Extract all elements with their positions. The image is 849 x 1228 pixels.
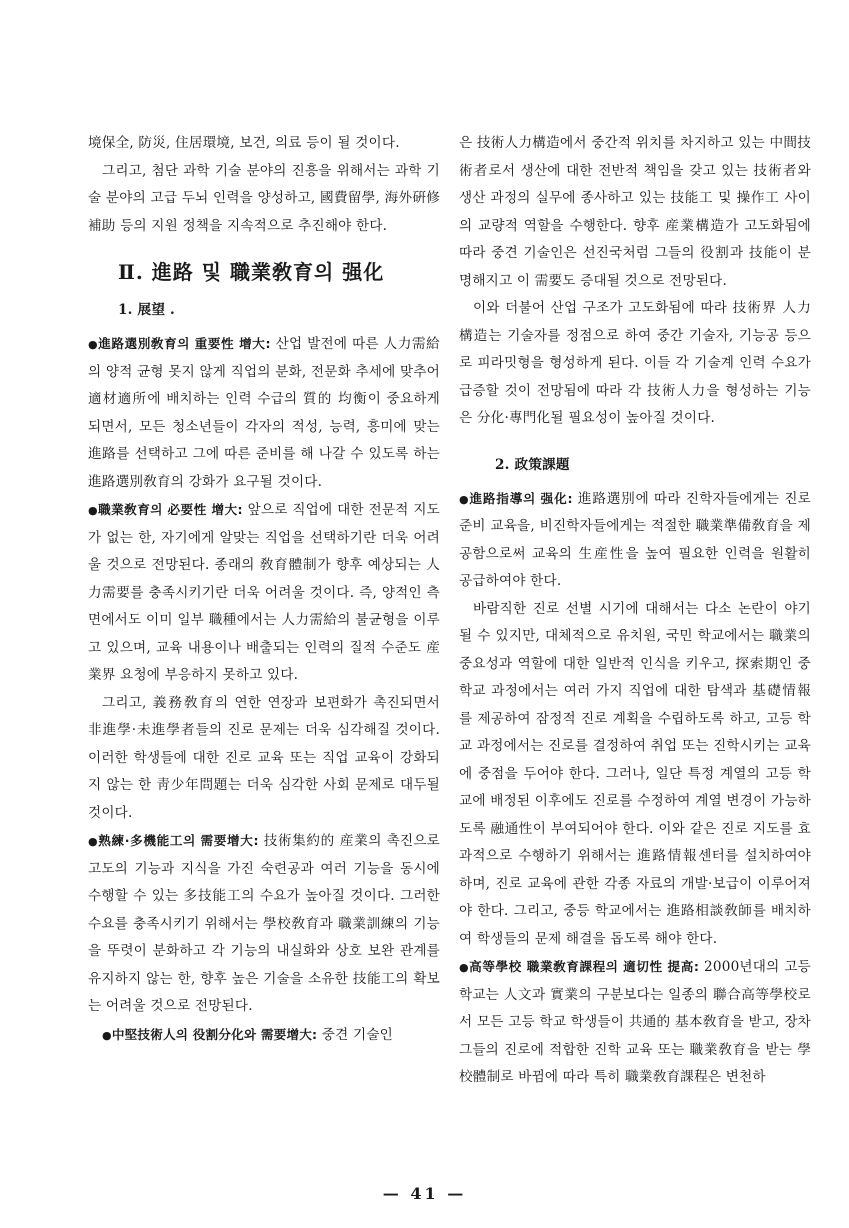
- bullet-heading: 中堅技術人의 役割分化와 需要增大:: [111, 1026, 318, 1042]
- subsection-title: 2. 政策課題: [495, 456, 570, 473]
- bullet-heading: 高等學校 職業敎育課程의 適切性 提高:: [469, 959, 700, 974]
- bullet-text: 技術集約的 産業의 촉진으로 고도의 기능과 지식을 가진 숙련공과 여러 기능을 동시에 수행할 수 있는 多技能工의 수요가 높아질 것이다. 그러한 수요를 충족시키기 위해서는 學校敎育과 職業訓練의 기능을 뚜렷이 분화하고 각 기능의 내실화와 상호 보완 관계를 유지하지 않는 한, 향후 높은 기술을 소유한 技能工의 확보는 어려울 것으로 전망된다.: [88, 833, 440, 1014]
- bullet-heading: 職業敎育의 必要性 增大:: [98, 502, 243, 517]
- bullet-paragraph: [88, 330, 440, 496]
- bullet-text: 앞으로 직업에 대한 전문적 지도가 없는 한, 자기에게 알맞는 직업을 선택하기란 더욱 어려울 것으로 전망된다. 종래의 敎育體制가 향후 예상되는 人力需要를 충족시키기란 더욱 어려울 것이다. 즉, 양적인 측면에서도 이미 일부 職種에서는 人力需給의 불균형을 이루고 있으며, 교육 내용이나 배출되는 인력의 질적 수준도 産業界 요청에 부응하지 못하고 있다.: [88, 502, 440, 683]
- paragraph: 그리고, 첨단 과학 기술 분야의 진흥을 위해서는 과학 기술 분야의 고급 두뇌 인력을 양성하고, 國費留學, 海外硏修補助 등의 지원 정책을 지속적으로 추진해야 한다.: [88, 162, 440, 234]
- bullet-heading: 進路指導의 强化:: [469, 490, 573, 506]
- paragraph: 이와 더불어 산업 구조가 고도화됨에 따라 技術界 人力構造는 기술자를 정점으로 하여 중간 기술자, 기능공 등으로 피라밋형을 형성하게 된다. 이들 각 기술계 인력 수요가 급증할 것이 전망됨에 따라 각 技術人力을 형성하는 기능은 分化·專門化될 필요성이 높아질 것이다.: [459, 300, 811, 426]
- bullet-paragraph: [459, 953, 811, 1092]
- left-column: [88, 130, 440, 1049]
- bullet-paragraph: [88, 827, 440, 1021]
- section-title: Ⅱ. 進路 및 職業敎育의 强化: [118, 260, 385, 284]
- bullet-text: 進路選別에 따라 진학자들에게는 진로 준비 교육을, 비진학자들에게는 적절한 職業準備敎育을 제공함으로써 교육의 生産性을 높여 필요한 인력을 원활히 공급하여야 한다.: [459, 490, 811, 589]
- bullet-heading: 進路選別敎育의 重要性 增大:: [98, 336, 271, 351]
- bullet-paragraph: [459, 485, 811, 596]
- bullet-icon: ●: [88, 835, 99, 848]
- bullet-icon: ●: [102, 1028, 112, 1042]
- bullet-paragraph: [88, 496, 440, 690]
- bullet-icon: ●: [88, 504, 99, 517]
- bullet-text: 산업 발전에 따른 人力需給의 양적 균형 못지 않게 직업의 분화, 전문화 추세에 맞추어 適材適所에 배치하는 인력 수급의 質的 均衡이 중요하게 되면서, 모든 청소년들이 각자의 적성, 능력, 흥미에 맞는 進路를 선택하고 그에 따른 준비를 해 나갈 수 있도록 하는 進路選別敎育의 강화가 요구될 것이다.: [88, 336, 440, 490]
- bullet-text: 중견 기술인: [317, 1026, 393, 1043]
- bullet-icon: ●: [459, 492, 470, 506]
- paragraph: 은 技術人力構造에서 중간적 위치를 차지하고 있는 中間技術者로서 생산에 대한 전반적 책임을 갖고 있는 技術者와 생산 과정의 실무에 종사하고 있는 技能工 및 操作工 사이의 교량적 역할을 수행한다. 향후 産業構造가 고도화됨에 따라 중견 기술인은 선진국처럼 그들의 役割과 技能이 분명해지고 이 需要도 증대될 것으로 전망된다.: [459, 135, 811, 289]
- bullet-icon: ●: [88, 338, 99, 351]
- paragraph: 그리고, 義務敎育의 연한 연장과 보편화가 촉진되면서 非進學·未進學者들의 진로 문제는 더욱 심각해질 것이다. 이러한 학생들에 대한 진로 교육 또는 직업 교육이 강화되지 않는 한 靑少年問題는 더욱 심각한 사회 문제로 대두될 것이다.: [88, 694, 440, 821]
- bullet-icon: ●: [459, 961, 470, 974]
- bullet-paragraph: [88, 1021, 440, 1050]
- subsection-title: 1. 展望 .: [118, 302, 175, 318]
- paragraph: 바람직한 진로 선별 시기에 대해서는 다소 논란이 야기될 수 있지만, 대체적으로 유치원, 국민 학교에서는 職業의 중요성과 역할에 대한 일반적 인식을 키우고, 探索期인 중학교 과정에서는 여러 가지 직업에 대한 탐색과 基礎情報를 제공하여 잠정적 진로 계획을 수립하도록 하고, 고등 학교 과정에서는 진로를 결정하여 취업 또는 진학시키는 교육에 중점을 두어야 한다. 그러나, 일단 특정 계열의 고등 학교에 배정된 이후에도 진로를 수정하여 계열 변경이 가능하도록 融通性이 부여되어야 한다. 이와 같은 진로 지도를 효과적으로 수행하기 위해서는 進路情報센터를 설치하여야 하며, 진로 교육에 관한 각종 자료의 개발·보급이 이루어져야 한다. 그리고, 중등 학교에서는 進路相談敎師를 배치하여 학생들의 문제 해결을 돕도록 해야 한다.: [459, 600, 811, 947]
- bullet-text: 2000년대의 고등 학교는 人文과 實業의 구분보다는 일종의 聯合高等學校로서 모든 고등 학교 학생들이 共通的 基本敎育을 받고, 장차 그들의 진로에 적합한 진학 교육 또는 職業敎育을 받는 學校體制로 바뀜에 따라 특히 職業敎育課程은 변천하: [459, 959, 811, 1085]
- bullet-heading: 熟練·多機能工의 需要增大:: [98, 833, 259, 848]
- right-column: [459, 130, 811, 1092]
- paragraph: 境保全, 防災, 住居環境, 보건, 의료 등이 될 것이다.: [88, 135, 400, 151]
- page-number: — 41 —: [382, 1184, 467, 1203]
